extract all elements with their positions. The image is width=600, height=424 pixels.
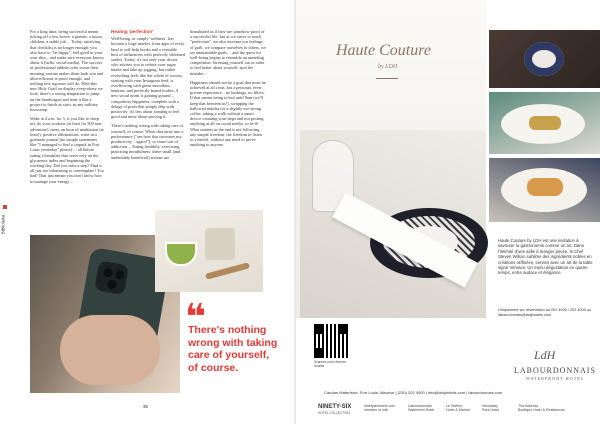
ninety-six-subtitle: HOTEL COLLECTION	[318, 411, 350, 415]
spoon	[205, 262, 250, 279]
paragraph: brandished as if they are somehow proof of a successful life, but as we strive to reach "perfection", we also increase our feelings of guilt, we compare ourselves to others, we set unattainable goals… and the quest for well-being begins to resemble an unending competition. Stressing yourself out in order to feel better about yourself: spot the mistake…	[190, 29, 267, 76]
footer-hotel: Hennessy Park Hotel	[482, 404, 499, 413]
caption: Haute Couture by LDH est une invitation à savourer la gastronomie comme un art. Dans l'intimité d'une salle à manger privée, le Chef Steven Wilson sublime des ingrédients nobles en créations raffinées, servies avec un art de la table signé Versace. Un menu dégustation en quatre temps, entre audace et élégance.	[498, 238, 593, 276]
matcha-bowl	[165, 242, 197, 266]
subheading: Healing 'perfection'	[111, 29, 154, 34]
paragraph: There's nothing wrong with taking care of yourself, of course. When that turns into a performance ("see how this increases my productivity – again!"), or some sort of addiction… Eating healthily, exercising, practising mindfulness: these small (and undeniably beneficial) actions are	[111, 123, 184, 160]
hotel-subtitle: WATERFRONT HOTEL	[526, 376, 585, 381]
page-number: 36	[143, 404, 149, 409]
tea-cup	[205, 228, 235, 260]
hand	[60, 315, 160, 385]
qr-caption: Scannez pour réserver la table	[314, 360, 347, 368]
pull-quote: There's nothing wrong with taking care of yourself, of course.	[188, 324, 278, 374]
ninety-six-logo: NINETY-SIX	[318, 404, 352, 410]
footer-link[interactable]: ninetysixhotels.com member of mtb	[364, 404, 396, 413]
article-column-1	[30, 29, 104, 188]
right-page	[296, 0, 600, 424]
footer-hotel: Le Suffren Hotel & Marina	[446, 404, 470, 413]
section-marker	[3, 205, 7, 209]
food	[527, 178, 563, 196]
table-setting-photo	[300, 130, 486, 318]
paragraph: Well-being, or simply 'wellness', has become a huge market, from apps of every kind to self-help books and a veritable host of influencers with perfectly whitened smiles. Today, it's not only your doctor who advises you to reduce your sugar intake and take up jogging, but rather everything feels like the whole of society, starting with your Instagram feed, is overflowing with green smoothies, mantras, and perfectly-honed bodies. A new social norm is gaining ground – compulsory happiness, complete with a deluge of posts that simply drip with positivity: it's less about wanting to feel good and more about proving it.	[111, 36, 185, 120]
brand-title: Haute Couture	[336, 42, 431, 59]
reservation-note: Uniquement sur réservation au 202 4000 / 202 4000 ou labourdonnais@ladyhotels.com	[498, 308, 592, 317]
article-column-3	[190, 29, 266, 151]
dish-photo	[489, 92, 600, 154]
left-page	[0, 0, 294, 424]
qr-code[interactable]	[314, 324, 348, 358]
divider	[376, 78, 398, 79]
matcha-photo	[155, 210, 263, 292]
camera-icon	[94, 260, 129, 295]
quote-icon: ❝	[185, 297, 207, 338]
cup	[524, 42, 564, 76]
paragraph: Wake at 4 a.m. for 5, if you like to sleep in), do your workout (at least for 500 non-adventure), meet, an hour of meditation (at least!), positive affirmations, write in a gratitude journal (no simple statements like "I managed to find a carpark in Port Louis yesterday" please)… all before eating a breakfast that veers very on the glycaemic index and beginning the working day. Did you miss a step? Find it all just too exhausting to contemplate? Too bad! That just means you don't know how to manage your energy…	[30, 116, 104, 184]
footer-hotel: Labourdonnais Waterfront Hotel	[408, 404, 435, 413]
article-column-2	[111, 29, 185, 164]
paragraph: For a long time, being successful meant ticking off a few boxes: a partner, a house, children, a stable job… Today, satisfying that checklist is no longer enough: you also have to "be happy", feel good in your own skin – and make sure everyone knows about it (hello, social media). The success of professional athletes who swear their morning routine makes them both win and ultra-efficient is proof enough, and nothing less rigorous will do. With this new Holy Grail on display everywhere we look, there's a strong temptation to jump on the bandwagon and treat it like a project to finish as strict as any military bootcamp.	[30, 29, 104, 113]
tea-service-photo	[489, 30, 600, 88]
haute-couture-panel	[296, 0, 486, 318]
footer-hotel: The Address Boutique Hotel & Residences	[518, 404, 565, 413]
hotel-name: LABOURDONNAIS	[514, 366, 596, 375]
hotel-monogram-logo: LdH	[534, 348, 556, 362]
contact-line: Caudan Waterfront, Port Louis, Maurice | (230) 202 4000 | info@ladyhotels.com | labourdonnais.com	[324, 390, 503, 395]
paragraph: Happiness should not be a goal that must be achieved at all costs, but a personal, even private experience – no hashtags, no filters. If that means being in bed until 9am (we'll keep that between us!), swapping the hallowed matcha for a slightly too-strong coffee, taking a walk without a smart device counting your steps and not posting anything at all on social media, so be it! What matters in the end is not following any simple freedom: the freedom to listen to yourself, without any need to prove anything to anyone.	[190, 79, 266, 148]
food	[529, 116, 561, 130]
brand-byline: by LDH	[378, 64, 398, 70]
dish-photo-2	[489, 158, 600, 222]
section-label: Biblioteka	[0, 214, 6, 235]
